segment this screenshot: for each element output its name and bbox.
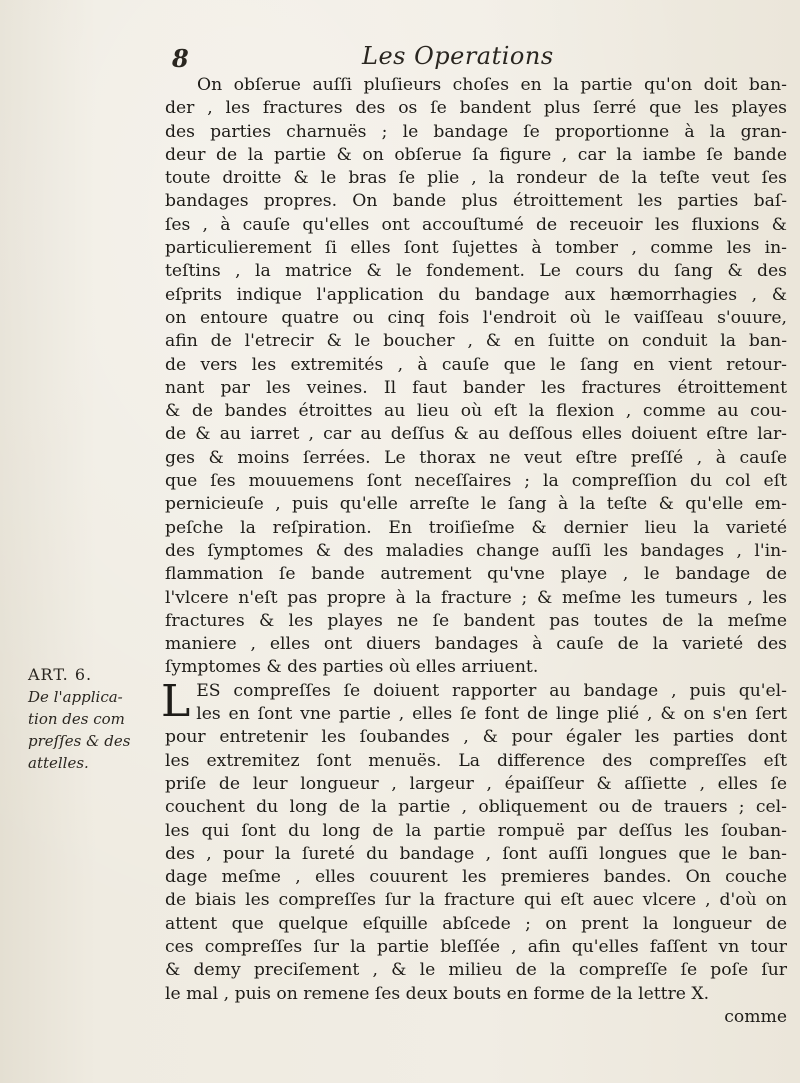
text-line: particulierement ſi elles ſont ſujettes à tomber , comme les in- [165,238,787,259]
margin-note [28,664,160,774]
paragraph-two [161,675,787,1006]
text-line: des , pour la ſureté du bandage , ſont auſſi longues que le ban- [165,843,787,864]
text-line: On obſerue auſſi pluſieurs choſes en la partie qu'on doit ban- [197,75,787,95]
drop-capital: L [161,675,191,727]
text-line: peſche la reſpiration. En troiſieſme & dernier lieu la varieté [165,517,787,538]
text-line: on entoure quatre ou cinq fois l'endroit où le vaiſſeau s'ouure, [165,307,787,328]
text-line: teſtins , la matrice & le fondement. Le cours du ſang & des [165,261,787,282]
text-line: dage meſme , elles couurent les premieres bandes. On couche [165,867,787,888]
running-title: Les Operations [362,42,554,70]
text-line: ſymptomes & des parties où elles arriuent. [165,657,539,678]
catchword: comme [724,1006,787,1027]
text-line: de vers les extremités , à cauſe que le ſang en vient retour- [165,354,787,375]
text-line: flammation ſe bande autrement qu'vne playe , le bandage de [165,564,787,585]
text-line: le mal , puis on remene ſes deux bouts en forme de la lettre X. [165,983,710,1004]
text-line: que ſes mouuemens ſont neceſſaires ; la compreſſion du col eſt [165,471,787,492]
text-line: toute droitte & le bras ſe plie , la rondeur de la teſte veut ſes [165,168,787,189]
text-line: des parties charnuës ; le bandage ſe proportionne à la gran- [165,121,787,142]
text-line: l'vlcere n'eſt pas propre à la fracture ; & meſme les tumeurs , les [165,587,787,608]
text-line: ces compreſſes ſur la partie bleſſée , afin qu'elles faſſent vn tour [165,936,787,957]
text-line: pour entretenir les ſoubandes , & pour égaler les parties dont [165,727,787,748]
text-line: fractures & les playes ne ſe bandent pas toutes de la meſme [165,610,787,631]
text-line: ES compreſſes ſe doiuent rapporter au bandage , puis qu'el- [196,680,787,701]
text-line: les qui ſont du long de la partie rompuë par deſſus les ſouban- [165,820,787,841]
paragraph-one [165,74,787,680]
text-line: des ſymptomes & des maladies change auſſi les bandages , l'in- [165,540,787,561]
text-line: maniere , elles ont diuers bandages à cauſe de la varieté des [165,634,787,655]
text-line: & de bandes étroittes au lieu où eſt la flexion , comme au cou- [165,401,787,422]
text-line: bandages propres. On bande plus étroittement les parties baſ- [165,191,787,212]
text-line: nant par les veines. Il faut bander les fractures étroittement [165,377,787,398]
text-line: de & au iarret , car au deſſus & au deſſous elles doiuent eſtre lar- [165,424,787,445]
article-number: ART. 6. [28,665,93,684]
text-line: ſes , à cauſe qu'elles ont accouſtumé de receuoir les fluxions & [165,214,787,235]
text-line: attent que quelque eſquille abſcede ; on prent la longueur de [165,913,787,934]
text-line: couchent du long de la partie , obliquement ou de trauers ; cel- [165,797,787,818]
text-line: afin de l'etrecir & le boucher , & en ſuitte on conduit la ban- [165,331,787,352]
text-line: deur de la partie & on obſerue ſa figure , car la iambe ſe bande [165,144,787,165]
text-line: les extremitez ſont menuës. La difference des compreſſes eſt [165,750,787,771]
margin-note-line: attelles. [28,754,89,772]
text-line: de biais les compreſſes ſur la fracture qui eſt auec vlcere , d'où on [165,890,787,911]
text-line: pernicieuſe , puis qu'elle arreſte le ſang à la teſte & qu'elle em- [165,494,787,515]
text-line: ges & moins ſerrées. Le thorax ne veut eſtre preſſé , à cauſe [165,447,787,468]
text-line: priſe de leur longueur , largeur , épaiſſeur & aſſiette , elles ſe [165,773,787,794]
margin-note-line: preſſes & des [28,732,131,750]
page-number: 8 [172,44,189,73]
margin-note-line: tion des com [28,710,125,728]
main-text [161,74,787,1029]
text-line: & demy preciſement , & le milieu de la compreſſe ſe poſe ſur [165,960,787,981]
text-line: der , les fractures des os ſe bandent plus ſerré que les playes [165,98,787,119]
text-line: les en ſont vne partie , elles ſe font de linge plié , & on s'en ſert [196,704,787,725]
text-line: eſprits indique l'application du bandage aux hæmorrhagies , & [165,284,787,305]
margin-note-line: De l'applica- [28,688,123,706]
